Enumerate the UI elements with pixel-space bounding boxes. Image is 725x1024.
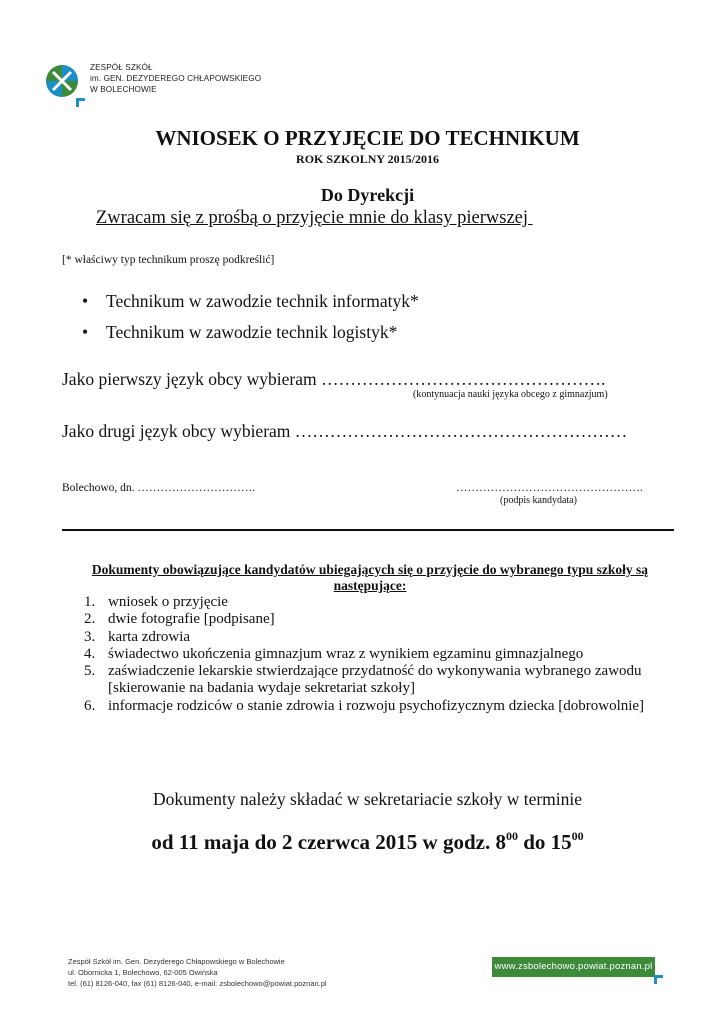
documents-heading: Dokumenty obowiązujące kandydatów ubiegających się o przyjęcie do wybranego typu szkoły są następujące: — [91, 562, 649, 593]
second-language-field[interactable]: Jako drugi język obcy wybieram ………………………………………………… — [62, 421, 628, 441]
school-year: ROK SZKOLNY 2015/2016 — [296, 152, 439, 166]
deadline-dates — [0, 829, 725, 855]
footer-line: ul. Obornicka 1, Bolechowo, 62-005 Owińska — [68, 968, 218, 977]
underline-note: [* właściwy typ technikum proszę podkreślić] — [62, 254, 275, 266]
deadline-intro: Dokumenty należy składać w sekretariacie szkoły w terminie — [152, 789, 583, 809]
option-logistyk[interactable] — [82, 317, 419, 348]
deadline-main: od 11 maja do 2 czerwca 2015 w godz. 8 — [151, 830, 506, 854]
logo-line: im. GEN. DEZYDEREGO CHŁAPOWSKIEGO — [90, 74, 262, 83]
item-text: dwie fotografie [podpisane] — [108, 611, 275, 628]
list-item — [84, 611, 684, 628]
first-language-hint: (kontynuacja nauki języka obcego z gimnazjum) — [413, 389, 608, 400]
list-item — [84, 594, 684, 611]
deadline-sup: 00 — [571, 829, 584, 843]
bullet-icon: • — [82, 291, 89, 311]
school-logo — [44, 62, 86, 110]
logo-line: W BOLECHOWIE — [90, 85, 157, 94]
option-label: Technikum w zawodzie technik logistyk* — [106, 322, 398, 342]
school-logo-text — [90, 62, 261, 95]
item-number: 6. — [84, 697, 96, 714]
option-label: Technikum w zawodzie technik informatyk* — [106, 291, 419, 311]
option-informatyk[interactable] — [82, 286, 419, 317]
item-text: karta zdrowia — [108, 628, 191, 645]
list-item — [84, 646, 684, 663]
signature-hint: (podpis kandydata) — [500, 495, 577, 506]
deadline-mid: do 15 — [517, 830, 572, 854]
list-item — [84, 629, 684, 646]
item-text: świadectwo ukończenia gimnazjum wraz z wynikiem egzaminu gimnazjalnego — [108, 645, 584, 662]
footer-line: tel. (61) 8126-040, fax (61) 8126-040, e-mail: zsbolechowo@powiat.poznan.pl — [68, 979, 327, 988]
item-text: wniosek o przyjęcie — [108, 594, 228, 610]
item-number: 5. — [84, 663, 96, 680]
list-item — [84, 663, 684, 698]
school-emblem-icon — [44, 62, 86, 110]
logo-line: ZESPÓŁ SZKÓŁ — [90, 63, 153, 72]
bullet-icon: • — [82, 322, 89, 342]
addressee: Do Dyrekcji — [320, 185, 415, 205]
technikum-options — [82, 286, 419, 348]
footer-address — [68, 956, 327, 989]
first-language-field[interactable]: Jako pierwszy język obcy wybieram …………………………………………. — [62, 369, 606, 389]
request-text: Zwracam się z prośbą o przyjęcie mnie do klasy pierwszej — [96, 208, 533, 228]
corner-mark-icon — [654, 975, 663, 984]
page-title: WNIOSEK O PRZYJĘCIE DO TECHNIKUM — [155, 126, 580, 150]
item-text: zaświadczenie lekarskie stwierdzające przydatność do wykonywania wybranego zawodu [skierowanie na badania wydaje sekretariat szkoły] — [108, 663, 642, 697]
website-link[interactable]: www.zsbolechowo.powiat.poznan.pl — [492, 957, 655, 977]
item-text: informacje rodziców o stanie zdrowia i rozwoju psychofizycznym dziecka [dobrowolnie] — [108, 697, 645, 714]
footer-line: Zespół Szkół im. Gen. Dezyderego Chłapowskiego w Bolechowie — [68, 957, 285, 966]
item-number: 3. — [84, 628, 96, 645]
list-item — [84, 698, 684, 715]
item-number: 4. — [84, 645, 96, 662]
documents-list — [84, 594, 684, 715]
place-date-field[interactable]: Bolechowo, dn. …………………………. — [62, 482, 256, 494]
divider — [62, 529, 674, 531]
item-number: 1. — [84, 594, 96, 610]
signature-field[interactable]: …………………………………………. — [456, 482, 643, 494]
deadline-sup: 00 — [505, 829, 518, 843]
item-number: 2. — [84, 611, 96, 628]
